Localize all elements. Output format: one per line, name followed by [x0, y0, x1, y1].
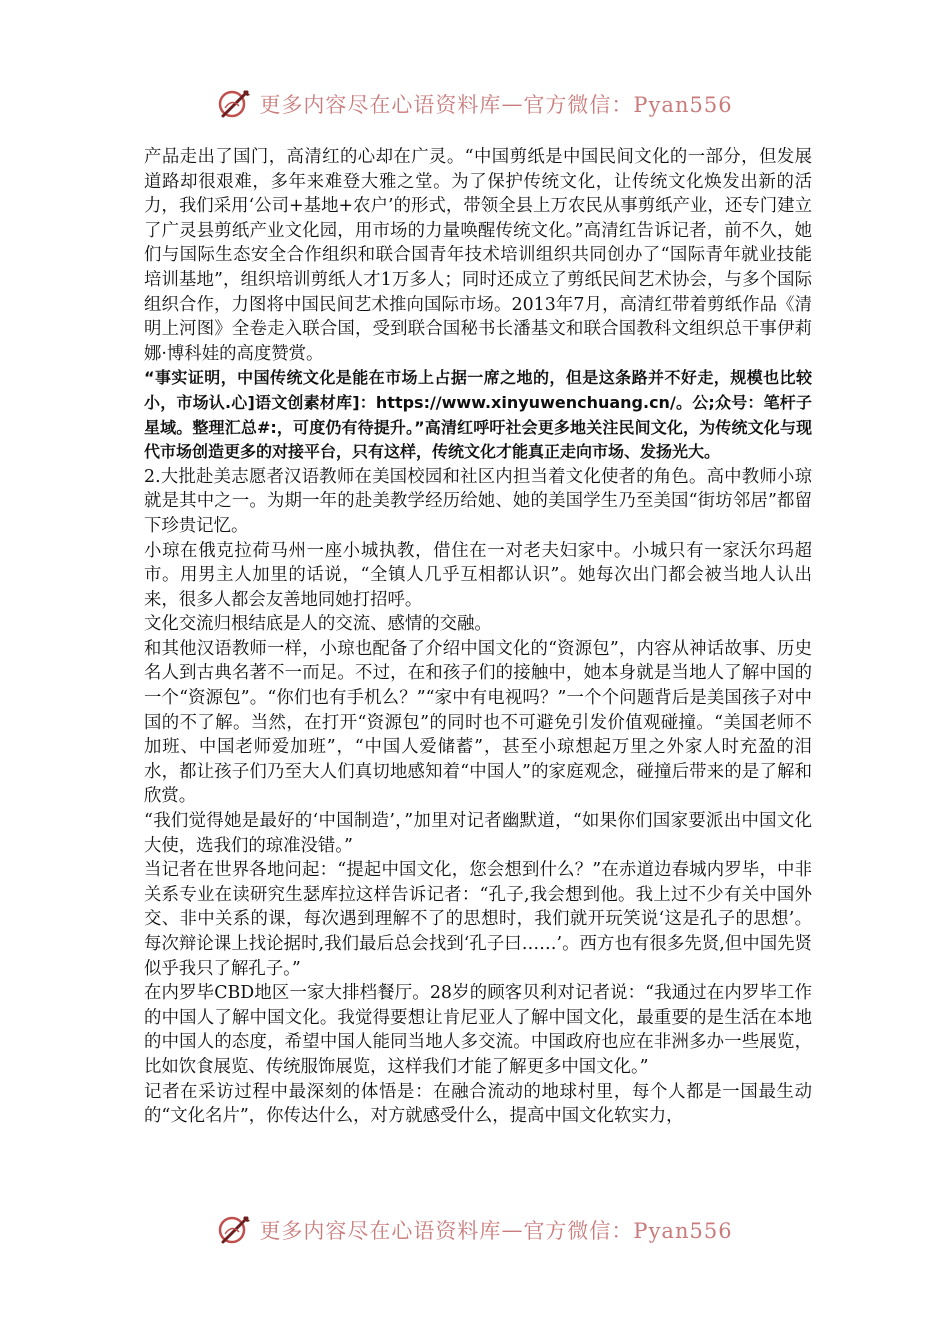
banner-contact: 官方微信：Pyan556 — [523, 93, 733, 117]
banner-separator: — — [501, 92, 524, 116]
banner-brand: 更多内容尽在心语资料库 — [259, 93, 502, 117]
article-body — [144, 145, 812, 1129]
banner-separator: — — [501, 1218, 524, 1242]
paragraph: 小琼在俄克拉荷马州一座小城执教，借住在一对老夫妇家中。小城只有一家沃尔玛超市。用男主人加里的话说，“全镇人几乎互相都认识”。她每次出门都会被当地人认出来，很多人都会友善地同她打招呼。 — [144, 540, 812, 610]
banner-contact: 官方微信：Pyan556 — [523, 1219, 733, 1243]
header-banner — [0, 82, 950, 126]
paragraph: 记者在采访过程中最深刻的体悟是：在融合流动的地球村里，每个人都是一国最生动的“文化名片”，你传达什么，对方就感受什么，提高中国文化软实力， — [144, 1081, 812, 1127]
banner-brand: 更多内容尽在心语资料库 — [259, 1219, 502, 1243]
paragraph: 2.大批赴美志愿者汉语教师在美国校园和社区内担当着文化使者的角色。高中教师小琼就是其中之一。为期一年的赴美教学经历给她、她的美国学生乃至美国“街坊邻居”都留下珍贵记忆。 — [144, 466, 812, 536]
paragraph: 当记者在世界各地问起：“提起中国文化，您会想到什么？”在赤道边春城内罗毕，中非关系专业在读研究生瑟库拉这样告诉记者：“孔子,我会想到他。我上过不少有关中国外交、非中关系的课，每次遇到理解不了的思想时，我们就开玩笑说‘这是孔子的思想’。每次辩论课上找论据时,我们最后总会找到‘孔子曰……’。西方也有很多先贤,但中国先贤似乎我只了解孔子。” — [144, 860, 812, 979]
paragraph: 文化交流归根结底是人的交流、感情的交融。 — [144, 614, 492, 635]
footer-banner — [0, 1208, 950, 1252]
paragraph: 和其他汉语教师一样，小琼也配备了介绍中国文化的“资源包”，内容从神话故事、历史名人到古典名著不一而足。不过，在和孩子们的接触中，她本身就是当地人了解中国的一个“资源包”。“你们也有手机么？”“家中有电视吗？”一个个问题背后是美国孩子对中国的不了解。当然，在打开“资源包”的同时也不可避免引发价值观碰撞。“美国老师不加班、中国老师爱加班”，“中国人爱储蓄”，甚至小琼想起万里之外家人时充盈的泪水，都让孩子们乃至大人们真切地感知着“中国人”的家庭观念，碰撞后带来的是了解和欣赏。 — [144, 638, 812, 807]
paragraph: “我们觉得她是最好的‘中国制造’，”加里对记者幽默道，“如果你们国家要派出中国文化大使，选我们的琼准没错。” — [144, 811, 812, 856]
paragraph-bold: “事实证明，中国传统文化是能在市场上占据一席之地的，但是这条路并不好走，规模也比较小，市场认.心]语文创素材库]：https://www.xinyuwenchuang.cn/。公;众号：笔杆子星域。整理汇总#:，可度仍有待提升。”高清红呼吁社会更多地关注民间文化，为传统文化与现代市场创造更多的对接平台，只有这样，传统文化才能真正走向市场、发扬光大。 — [144, 368, 812, 462]
pen-logo-icon — [217, 86, 253, 122]
pen-logo-icon — [217, 1212, 253, 1248]
paragraph: 在内罗毕CBD地区一家大排档餐厅。28岁的顾客贝利对记者说：“我通过在内罗毕工作的中国人了解中国文化。我觉得要想让肯尼亚人了解中国文化，最重要的是生活在本地的中国人的态度，希望中国人能同当地人多交流。中国政府也应在非洲多办一些展览，比如饮食展览、传统服饰展览，这样我们才能了解更多中国文化。” — [144, 983, 812, 1077]
paragraph: 产品走出了国门，高清红的心却在广灵。“中国剪纸是中国民间文化的一部分，但发展道路却很艰难，多年来难登大雅之堂。为了保护传统文化，让传统文化焕发出新的活力，我们采用‘公司+基地+农户’的形式，带领全县上万农民从事剪纸产业，还专门建立了广灵县剪纸产业文化园，用市场的力量唤醒传统文化。”高清红告诉记者，前不久，她们与国际生态安全合作组织和联合国青年技术培训组织共同创办了“国际青年就业技能培训基地”，组织培训剪纸人才1万多人；同时还成立了剪纸民间艺术协会，与多个国际组织合作，力图将中国民间艺术推向国际市场。2013年7月，高清红带着剪纸作品《清明上河图》全卷走入联合国，受到联合国秘书长潘基文和联合国教科文组织总干事伊莉娜·博科娃的高度赞赏。 — [144, 147, 812, 364]
